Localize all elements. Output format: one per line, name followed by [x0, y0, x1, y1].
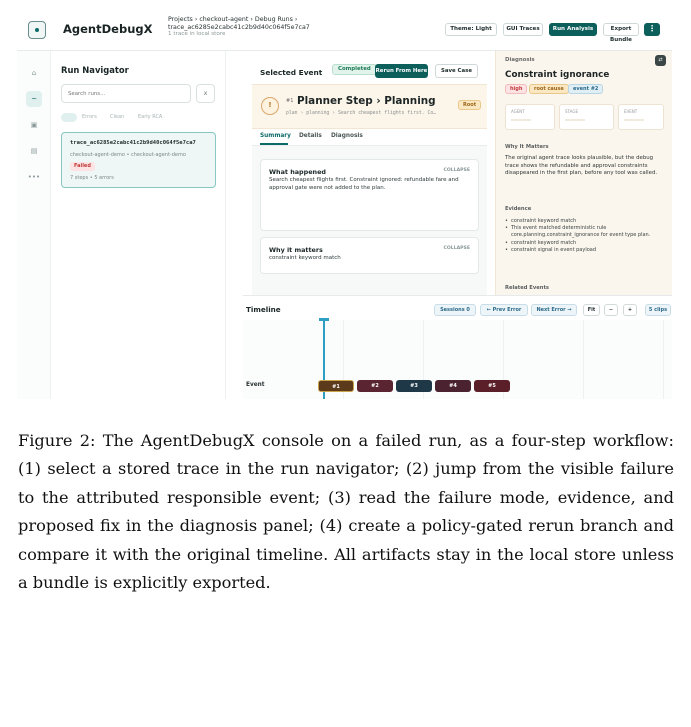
export-bundle-button[interactable]: Export Bundle: [603, 23, 639, 36]
grid-line: [663, 320, 664, 399]
gui-traces-button[interactable]: GUI Traces: [503, 23, 543, 36]
event-field-label: EVENT: [624, 109, 638, 114]
zoom-in-button[interactable]: +: [623, 304, 637, 316]
run-meta: checkout-agent-demo • checkout-agent-demo: [70, 152, 186, 158]
filter-errors[interactable]: Errors: [82, 114, 97, 120]
home-icon[interactable]: ⌂: [31, 69, 37, 77]
stage-field: [559, 104, 614, 130]
grid-line: [583, 320, 584, 399]
timeline-panel: [243, 295, 672, 399]
tab-summary[interactable]: Summary: [260, 133, 291, 139]
timeline-event-1[interactable]: #1: [318, 380, 354, 392]
why-it-matters-title: Why it matters: [269, 246, 323, 254]
step-title: Planner Step › Planning: [297, 95, 436, 107]
runs-icon[interactable]: ~: [26, 91, 42, 107]
event-field: [618, 104, 664, 130]
search-runs-input[interactable]: [61, 84, 191, 103]
event-status-badge: Completed: [332, 64, 377, 75]
run-navigator: [51, 51, 226, 399]
tab-diagnosis[interactable]: Diagnosis: [331, 133, 363, 139]
selected-event-body: [252, 146, 487, 301]
timeline-event-4[interactable]: #4: [435, 380, 471, 392]
left-rail: [17, 51, 51, 399]
agent-field-label: AGENT: [511, 109, 525, 114]
app-screenshot: [17, 9, 672, 399]
why-it-matters-text: constraint keyword match: [269, 255, 341, 261]
evidence-item: • This event matched deterministic rule core.planning.constraint_ignorance for event type plan.: [505, 225, 667, 239]
event-link-badge[interactable]: event #2: [568, 84, 603, 94]
playhead-handle[interactable]: [319, 318, 329, 321]
stage-field-label: STAGE: [565, 109, 578, 114]
failure-mode-title: Constraint ignorance: [505, 70, 610, 80]
run-navigator-title: Run Navigator: [61, 65, 129, 75]
save-case-button[interactable]: Save Case: [435, 64, 478, 78]
diagnosis-label: Diagnosis: [505, 57, 535, 63]
cases-icon[interactable]: ▣: [30, 121, 38, 129]
evidence-list: [505, 218, 667, 254]
breadcrumb-subtitle: 1 trace in local store: [168, 31, 226, 38]
swap-icon[interactable]: ⇄: [655, 55, 666, 66]
top-bar: [17, 9, 672, 51]
step-number: #1: [286, 98, 294, 104]
step-header: [252, 84, 487, 129]
timeline-title: Timeline: [246, 305, 281, 314]
breadcrumb: [168, 16, 310, 39]
agent-field: [505, 104, 555, 130]
collapse-button[interactable]: COLLAPSE: [443, 168, 470, 173]
warning-icon: !: [261, 97, 279, 115]
collapse-button[interactable]: COLLAPSE: [443, 246, 470, 251]
prev-error-button[interactable]: ← Prev Error: [480, 304, 528, 316]
run-card[interactable]: [61, 132, 216, 188]
zoom-out-button[interactable]: −: [604, 304, 618, 316]
app-logo-icon: [28, 21, 46, 39]
why-it-matters-text: The original agent trace looks plausible, but the debug trace shows the refundable and approval constraints disappeared in the first plan, before any tool was called.: [505, 155, 658, 177]
evidence-item: • constraint keyword match: [505, 218, 667, 225]
event-field-value: [624, 119, 644, 121]
clips-button[interactable]: 5 clips: [645, 304, 671, 316]
event-lane-label: Event: [246, 382, 265, 388]
next-error-button[interactable]: Next Error →: [531, 304, 577, 316]
why-it-matters-label: Why It Matters: [505, 144, 549, 150]
agent-field-value: [511, 119, 531, 121]
why-it-matters-card: [260, 237, 479, 274]
filter-early-rca[interactable]: Early RCA: [138, 114, 163, 120]
run-status-badge: Failed: [70, 162, 95, 171]
theme-toggle-button[interactable]: Theme: Light: [445, 23, 497, 36]
app-title: AgentDebugX: [63, 22, 153, 36]
fit-button[interactable]: Fit: [583, 304, 600, 316]
root-cause-badge: root cause: [529, 84, 569, 94]
breadcrumb-trace[interactable]: trace_ac6285e2cabc41c2b9d40c064f5e7ca7: [168, 23, 310, 31]
severity-badge: high: [505, 84, 527, 94]
what-happened-text: Search cheapest flights first. Constraint ignored: refundable fare and approval gate were not added to the plan.: [269, 177, 459, 191]
step-path: plan › planning › Search cheapest flights first. Co…: [286, 111, 437, 116]
stage-field-value: [565, 119, 585, 121]
selected-event-panel: [252, 51, 487, 301]
run-id: trace_ac6285e2cabc41c2b9d40c064f5e7ca7: [70, 140, 196, 146]
tab-details[interactable]: Details: [299, 133, 322, 139]
timeline-event-2[interactable]: #2: [357, 380, 393, 392]
filter-all[interactable]: [61, 113, 77, 122]
evidence-label: Evidence: [505, 206, 532, 212]
evidence-item: • constraint keyword match: [505, 240, 667, 247]
more-menu-icon[interactable]: ⋮: [644, 23, 660, 36]
timeline-event-5[interactable]: #5: [474, 380, 510, 392]
root-badge: Root: [458, 100, 481, 110]
timeline-event-3[interactable]: #3: [396, 380, 432, 392]
filter-clean[interactable]: Clean: [110, 114, 125, 120]
what-happened-title: What happened: [269, 168, 326, 176]
rerun-from-here-button[interactable]: Rerun From Here: [375, 64, 428, 78]
clear-search-icon[interactable]: x: [196, 84, 215, 103]
evidence-item: • constraint signal in event payload: [505, 247, 667, 254]
related-events-label: Related Events: [505, 285, 550, 291]
breadcrumb-path[interactable]: Projects › checkout-agent › Debug Runs ›: [168, 16, 298, 23]
diagnosis-panel: [495, 51, 672, 301]
what-happened-card: [260, 159, 479, 231]
sessions-button[interactable]: Sessions 0: [434, 304, 476, 316]
figure-caption: Figure 2: The AgentDebugX console on a failed run, as a four-step workflow: (1) select a stored trace in the run navigator; (2) jump from the visible failure to the attributed responsible event; (3) read the failure mode, evidence, and proposed fix in the diagnosis panel; (4) create a policy-gated rerun branch and compare it with the original timeline. All artifacts stay in the local store unless a bundle is explicitly exported.: [18, 431, 674, 593]
more-icon[interactable]: •••: [27, 173, 41, 181]
reports-icon[interactable]: ▤: [30, 147, 38, 155]
selected-event-title: Selected Event: [260, 68, 323, 77]
run-steps-count: 7 steps • 5 errors: [70, 175, 114, 181]
run-analysis-button[interactable]: Run Analysis: [549, 23, 597, 36]
